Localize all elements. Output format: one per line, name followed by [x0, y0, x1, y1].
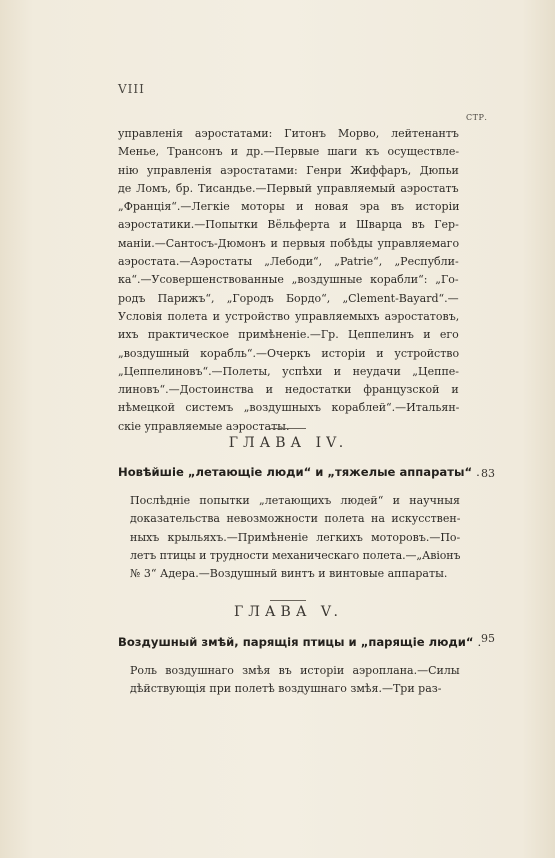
chapter-4-heading: ГЛАВА IV. [228, 435, 349, 451]
chapter-4-summary [130, 492, 460, 583]
text-line: Менье, Трансонъ и др.—Первые шаги къ осуществле- [118, 145, 459, 159]
text-line: родъ Парижъ“, „Городъ Бордо“, „Clement-Bayard“.— [118, 291, 459, 305]
text-line: „Франція“.—Легкіе моторы и новая эра въ исторіи [118, 200, 459, 214]
text-line: Условія полета и устройство управляемыхъ аэростатовъ, [118, 309, 459, 323]
text-line: ныхъ крыльяхъ.—Примѣненіе легкихъ моторовъ.—По- [130, 530, 460, 544]
text-line: Роль воздушнаго змѣя въ исторіи аэроплана.—Силы [130, 664, 460, 677]
text-line: ихъ практическое примѣненіе.—Гр. Цеппелинъ и его [118, 328, 459, 342]
text-line: № 3“ Адера.—Воздушный винтъ и винтовые аппараты. [130, 567, 448, 581]
chapter-4-page-number: 83 [481, 467, 495, 480]
text-line: де Ломъ, бр. Тисандье.—Первый управляемый аэростатъ [118, 181, 459, 195]
page-column-label: СТР. [466, 113, 488, 122]
chapter-5-page-number: 95 [481, 632, 495, 645]
text-line: „Цеппелиновъ“.—Полеты, успѣхи и неудачи „Цеппе- [118, 364, 459, 378]
section-continued-text [118, 125, 459, 436]
chapter-5-title-dot: . [477, 635, 482, 649]
text-line: летъ птицы и трудности механическаго полета.—„Авіонъ [130, 548, 460, 562]
text-line: Послѣдніе попытки „летающихъ людей“ и научныя [130, 494, 460, 507]
page-number: VIII [118, 82, 145, 96]
text-line: нію управленія аэростатами: Генри Жиффаръ, Дюпьи [118, 163, 459, 177]
text-line: „воздушный корабль“.—Очеркъ исторіи и устройство [118, 346, 459, 360]
text-line: маніи.—Сантосъ-Дюмонъ и первыя побѣды управляемаго [118, 236, 459, 250]
text-line: дѣйствующія при полетѣ воздушнаго змѣя.—Три раз- [130, 682, 442, 696]
text-line: аэростатики.—Попытки Вёльферта и Шварца въ Гер- [118, 218, 459, 232]
chapter-5-title [118, 635, 482, 649]
chapter-4-title-dot: . [476, 465, 480, 479]
chapter-5-summary [130, 662, 460, 699]
chapter-4-title-text: Новѣйшіе „летающіе люди“ и „тяжелые аппараты“ [118, 465, 473, 479]
chapter-5-title-text: Воздушный змѣй, парящія птицы и „парящіе люди“ [118, 635, 474, 649]
chapter-5-heading: ГЛАВА V. [233, 604, 343, 620]
text-line: нѣмецкой системъ „воздушныхъ кораблей“.—Итальян- [118, 401, 459, 415]
chapter-4-rule [270, 428, 306, 429]
text-line: аэростата.—Аэростаты „Лебоди“, „Patrie“, „Республи- [118, 255, 459, 269]
text-line: линовъ“.—Достоинства и недостатки французской и [118, 383, 459, 397]
chapter-5-rule [270, 600, 306, 601]
text-line: скіе управляемые аэростаты. [118, 419, 290, 433]
chapter-4-title [118, 465, 480, 479]
text-line: ка“.—Усовершенствованные „воздушные корабли“: „Го- [118, 273, 459, 287]
text-line: доказательства невозможности полета на искусствен- [130, 512, 460, 526]
text-line: управленія аэростатами: Гитонъ Морво, лейтенантъ [118, 127, 459, 140]
